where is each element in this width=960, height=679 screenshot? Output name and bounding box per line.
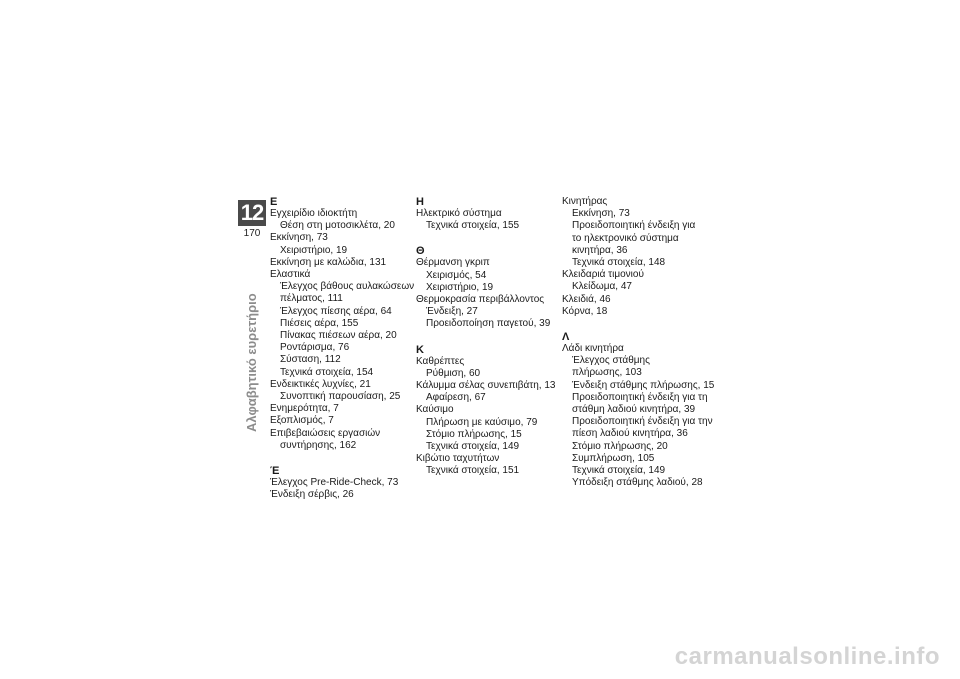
index-subentry: Τεχνικά στοιχεία, 155 [426, 220, 520, 232]
index-letter-heading: Λ [562, 331, 570, 344]
index-entry: Κλειδιά, 46 [562, 293, 611, 305]
index-letter-heading: Έ [270, 465, 280, 478]
index-subentry: Συμπλήρωση, 105 [572, 452, 655, 464]
index-column-3 [562, 196, 715, 502]
index-subentry: Ρύθμιση, 60 [426, 367, 481, 379]
index-entry: Επιβεβαιώσεις εργασιών [270, 427, 381, 439]
index-subentry: Στόμιο πλήρωσης, 20 [572, 440, 668, 452]
index-subentry: Πιέσεις αέρα, 155 [280, 317, 359, 329]
index-subentry: Έλεγχος πίεσης αέρα, 64 [280, 305, 392, 317]
index-subentry: Στόμιο πλήρωσης, 15 [426, 428, 522, 440]
index-subentry: Χειριστήριο, 19 [280, 244, 348, 256]
index-subentry: κινητήρα, 36 [572, 244, 628, 256]
index-subentry: Προειδοποιητική ένδειξη για τη [572, 391, 708, 403]
index-subentry: Χειριστήριο, 19 [426, 281, 494, 293]
index-entry: Κόρνα, 18 [562, 305, 608, 317]
index-subentry: Χειρισμός, 54 [426, 269, 487, 281]
index-letter-heading: Ε [270, 196, 278, 208]
index-column-1 [270, 196, 420, 514]
index-subentry: Υπόδειξη στάθμης λαδιού, 28 [572, 477, 703, 489]
index-section [416, 196, 566, 232]
index-subentry: Έλεγχος βάθους αυλακώσεων [280, 281, 415, 293]
index-entry: Ένδειξη σέρβις, 26 [270, 489, 354, 501]
index-section [416, 245, 566, 330]
page-number: 170 [243, 228, 261, 239]
index-subentry: Ροντάρισμα, 76 [280, 342, 350, 354]
index-entry: Εξοπλισμός, 7 [270, 415, 334, 427]
index-entry: Ενημερότητα, 7 [270, 403, 339, 415]
index-subentry: Συνοπτική παρουσίαση, 25 [280, 391, 401, 403]
index-entry: Έλεγχος Pre-Ride-Check, 73 [270, 477, 399, 489]
index-subentry: Τεχνικά στοιχεία, 149 [572, 465, 666, 477]
index-entry: Θέρμανση γκριπ [416, 257, 490, 269]
index-entry: Εκκίνηση με καλώδια, 131 [270, 256, 387, 268]
index-entry: Ενδεικτικές λυχνίες, 21 [270, 378, 371, 390]
index-entry: Εγχειρίδιο ιδιοκτήτη [270, 208, 358, 219]
index-entry: Εκκίνηση, 73 [270, 232, 328, 244]
chapter-number: 12 [238, 200, 266, 226]
index-entry: Κιβώτιο ταχυτήτων [416, 453, 500, 465]
index-subentry: στάθμη λαδιού κινητήρα, 39 [572, 404, 696, 416]
index-subentry: Εκκίνηση, 73 [572, 208, 630, 220]
index-entry: Κάλυμμα σέλας συνεπιβάτη, 13 [416, 380, 556, 392]
index-subentry: Τεχνικά στοιχεία, 151 [426, 465, 520, 477]
index-subentry: Αφαίρεση, 67 [426, 392, 486, 404]
section-title: Αλφαβητικό ευρετήριο [244, 293, 259, 432]
index-section [416, 344, 566, 478]
index-entry: Καύσιμο [416, 404, 454, 416]
index-entry: Καθρέπτες [416, 355, 465, 367]
index-section [562, 196, 712, 318]
chapter-tab [238, 200, 266, 239]
index-subentry: πλήρωσης, 103 [572, 367, 642, 379]
index-section [270, 196, 420, 452]
index-subentry: το ηλεκτρονικό σύστημα [572, 232, 679, 244]
index-section [562, 331, 715, 489]
index-letter-heading: Θ [416, 245, 425, 258]
index-column-2 [416, 196, 566, 491]
index-subentry: Τεχνικά στοιχεία, 154 [280, 366, 374, 378]
index-subentry: Πίνακας πιέσεων αέρα, 20 [280, 330, 397, 342]
index-subentry: Κλείδωμα, 47 [572, 281, 632, 293]
watermark: carmanualsonline.info [674, 643, 940, 670]
index-entry: Ηλεκτρικό σύστημα [416, 208, 502, 219]
index-subentry: Προειδοποιητική ένδειξη για την [572, 416, 713, 428]
index-subentry: Ένδειξη στάθμης πλήρωσης, 15 [572, 379, 715, 391]
index-entry: Κλειδαριά τιμονιού [562, 269, 644, 281]
index-subentry: Ένδειξη, 27 [426, 306, 478, 318]
index-subentry: Θέση στη μοτοσικλέτα, 20 [280, 220, 395, 232]
index-subentry: πέλματος, 111 [280, 293, 343, 305]
index-subentry: συντήρησης, 162 [280, 439, 357, 451]
index-entry: Λάδι κινητήρα [562, 343, 624, 355]
index-subentry: Τεχνικά στοιχεία, 149 [426, 441, 520, 453]
index-letter-heading: Η [416, 196, 424, 208]
index-subentry: Σύσταση, 112 [280, 354, 341, 366]
index-subentry: Προειδοποίηση παγετού, 39 [426, 318, 551, 330]
index-entry: Κινητήρας [562, 196, 608, 207]
index-subentry: Πλήρωση με καύσιμο, 79 [426, 416, 538, 428]
index-subentry: Έλεγχος στάθμης [572, 355, 650, 367]
index-subentry: Προειδοποιητική ένδειξη για [572, 220, 696, 232]
index-section [270, 465, 420, 501]
index-subentry: Τεχνικά στοιχεία, 148 [572, 257, 666, 269]
index-subentry: πίεση λαδιού κινητήρα, 36 [572, 428, 688, 440]
index-entry: Θερμοκρασία περιβάλλοντος [416, 294, 545, 306]
index-entry: Ελαστικά [270, 269, 311, 281]
index-letter-heading: Κ [416, 343, 424, 356]
